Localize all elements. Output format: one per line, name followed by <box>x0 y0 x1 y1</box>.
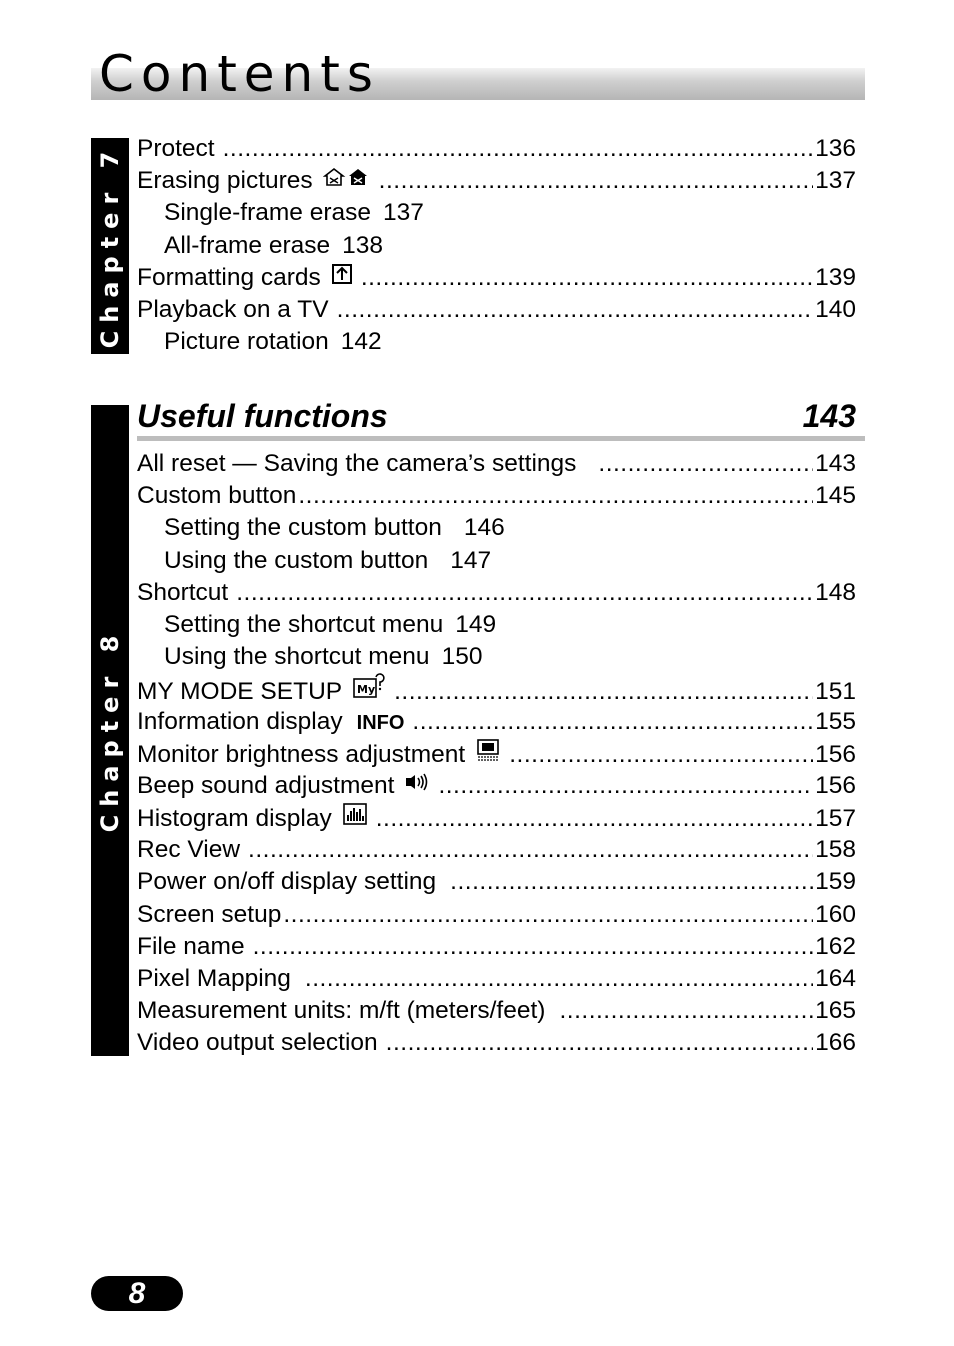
leader-dots <box>376 803 813 835</box>
toc-entry-page: 143 <box>815 450 856 477</box>
toc-entry-label: Screen setup <box>137 900 282 928</box>
toc-subentry-label: Picture rotation <box>164 328 329 356</box>
format-card-icon <box>331 263 353 295</box>
toc-entry[interactable] <box>137 899 856 931</box>
toc-entry-page: 139 <box>815 263 856 291</box>
toc-entry-page: 158 <box>815 836 856 864</box>
toc-entry[interactable] <box>137 165 856 197</box>
toc-entry[interactable] <box>137 448 856 480</box>
svg-text:My: My <box>357 683 376 697</box>
page-number-badge <box>91 1276 183 1311</box>
toc-entry[interactable] <box>137 706 856 738</box>
toc-subentry-page: 147 <box>450 546 492 574</box>
toc-entry-page: 156 <box>815 740 856 768</box>
toc-entry-page: 160 <box>815 900 856 928</box>
toc-subentry[interactable] <box>137 609 856 641</box>
page-title: Contents <box>99 45 380 103</box>
leader-dots <box>394 676 813 708</box>
toc-entry-label: All reset — Saving the camera’s settings <box>137 450 577 477</box>
toc-subentry[interactable] <box>137 230 856 262</box>
toc-entry-page: 151 <box>815 678 856 706</box>
leader-dots <box>305 963 813 995</box>
leader-dots <box>386 1027 813 1059</box>
chapter-8-tab-label: Chapter 8 <box>96 627 124 833</box>
chapter-8-toc <box>137 448 856 1060</box>
toc-entry-label: Beep sound adjustment <box>137 771 395 799</box>
chapter-7-tab-label: Chapter 7 <box>96 143 124 349</box>
info-icon: INFO <box>356 711 405 734</box>
my-mode-icon <box>352 673 386 709</box>
toc-subentry[interactable] <box>137 545 856 577</box>
toc-subentry-label: Setting the shortcut menu <box>164 610 444 638</box>
toc-entry-page: 136 <box>815 135 856 162</box>
toc-subentry-label: Setting the custom button <box>164 514 442 542</box>
page-number: 8 <box>128 1277 146 1310</box>
leader-dots <box>283 899 813 931</box>
toc-subentry[interactable] <box>137 197 856 229</box>
toc-entry-label: Custom button <box>137 482 297 510</box>
toc-entry[interactable] <box>137 834 856 866</box>
toc-entry-page: 157 <box>815 805 856 833</box>
toc-entry[interactable] <box>137 262 856 294</box>
toc-subentry-page: 138 <box>342 231 383 259</box>
leader-dots <box>509 739 813 771</box>
toc-entry-page: 165 <box>815 997 856 1025</box>
leader-dots <box>379 165 813 197</box>
section-heading <box>137 398 865 442</box>
toc-entry-label: Protect <box>137 135 215 162</box>
contents-header <box>91 42 865 102</box>
toc-subentry-label: Using the shortcut menu <box>164 643 430 671</box>
leader-dots <box>337 294 814 326</box>
toc-entry-label: Playback on a TV <box>137 295 329 323</box>
toc-entry[interactable] <box>137 931 856 963</box>
erase-icon <box>323 166 371 198</box>
section-rule <box>137 436 865 441</box>
toc-entry[interactable] <box>137 995 856 1027</box>
leader-dots <box>361 262 813 294</box>
toc-entry-page: 166 <box>815 1029 856 1057</box>
toc-subentry-page: 146 <box>463 514 505 542</box>
leader-dots <box>223 133 813 165</box>
toc-subentry-page: 149 <box>455 610 497 638</box>
toc-entry-page: 155 <box>815 707 856 735</box>
toc-entry[interactable] <box>137 577 856 609</box>
toc-entry-label: Measurement units: m/ft (meters/feet) <box>137 997 546 1025</box>
section-title: Useful functions <box>137 398 388 434</box>
toc-entry-label: Erasing pictures <box>137 167 313 195</box>
toc-entry[interactable] <box>137 294 856 326</box>
toc-entry[interactable] <box>137 866 856 898</box>
toc-entry-label: MY MODE SETUP <box>137 678 343 706</box>
histogram-icon <box>342 802 368 836</box>
toc-subentry-page: 150 <box>441 643 483 671</box>
leader-dots <box>412 706 813 738</box>
toc-subentry[interactable] <box>137 326 856 358</box>
leader-dots <box>236 577 813 609</box>
chapter-7-toc <box>137 133 856 358</box>
toc-subentry[interactable] <box>137 641 856 673</box>
speaker-icon <box>404 771 430 803</box>
toc-entry-page: 164 <box>815 965 856 992</box>
section-page: 143 <box>802 398 856 434</box>
toc-subentry-page: 142 <box>340 328 382 356</box>
chapter-7-tab <box>91 138 129 354</box>
toc-subentry-label: Using the custom button <box>164 546 429 574</box>
toc-entry-label: File name <box>137 932 245 960</box>
toc-entry-page: 148 <box>815 578 856 606</box>
toc-entry-label: Formatting cards <box>137 263 321 291</box>
toc-entry-page: 137 <box>815 167 856 195</box>
chapter-8-tab <box>91 405 129 1056</box>
leader-dots <box>248 834 813 866</box>
toc-entry[interactable] <box>137 673 856 705</box>
toc-entry-label: Rec View <box>137 836 241 864</box>
toc-entry[interactable] <box>137 133 856 165</box>
toc-subentry-page: 137 <box>382 199 424 227</box>
toc-subentry-label: All-frame erase <box>164 231 331 259</box>
toc-entry[interactable] <box>137 1027 856 1059</box>
toc-entry-label: Monitor brightness adjustment <box>137 740 466 768</box>
toc-entry-label: Histogram display <box>137 805 332 833</box>
monitor-icon <box>475 738 501 772</box>
toc-entry-label: Power on/off display setting <box>137 868 437 896</box>
toc-entry-label: Shortcut <box>137 578 229 606</box>
toc-entry-page: 145 <box>815 482 856 510</box>
leader-dots <box>438 770 813 802</box>
toc-entry-page: 162 <box>815 932 856 960</box>
leader-dots <box>598 448 813 480</box>
toc-entry[interactable] <box>137 770 856 802</box>
toc-entry-page: 140 <box>815 295 856 323</box>
toc-entry-page: 156 <box>815 771 856 799</box>
toc-entry[interactable] <box>137 802 856 834</box>
toc-entry[interactable] <box>137 963 856 995</box>
toc-entry-page: 159 <box>815 868 856 896</box>
toc-subentry-label: Single-frame erase <box>164 199 371 227</box>
toc-entry[interactable] <box>137 738 856 770</box>
toc-entry-label: Pixel Mapping <box>137 965 291 992</box>
leader-dots <box>253 931 814 963</box>
toc-subentry[interactable] <box>137 512 856 544</box>
leader-dots <box>450 866 813 898</box>
leader-dots <box>559 995 813 1027</box>
toc-entry-label: Information display <box>137 707 343 735</box>
leader-dots <box>298 480 813 512</box>
toc-entry[interactable] <box>137 480 856 512</box>
toc-entry-label: Video output selection <box>137 1029 378 1057</box>
